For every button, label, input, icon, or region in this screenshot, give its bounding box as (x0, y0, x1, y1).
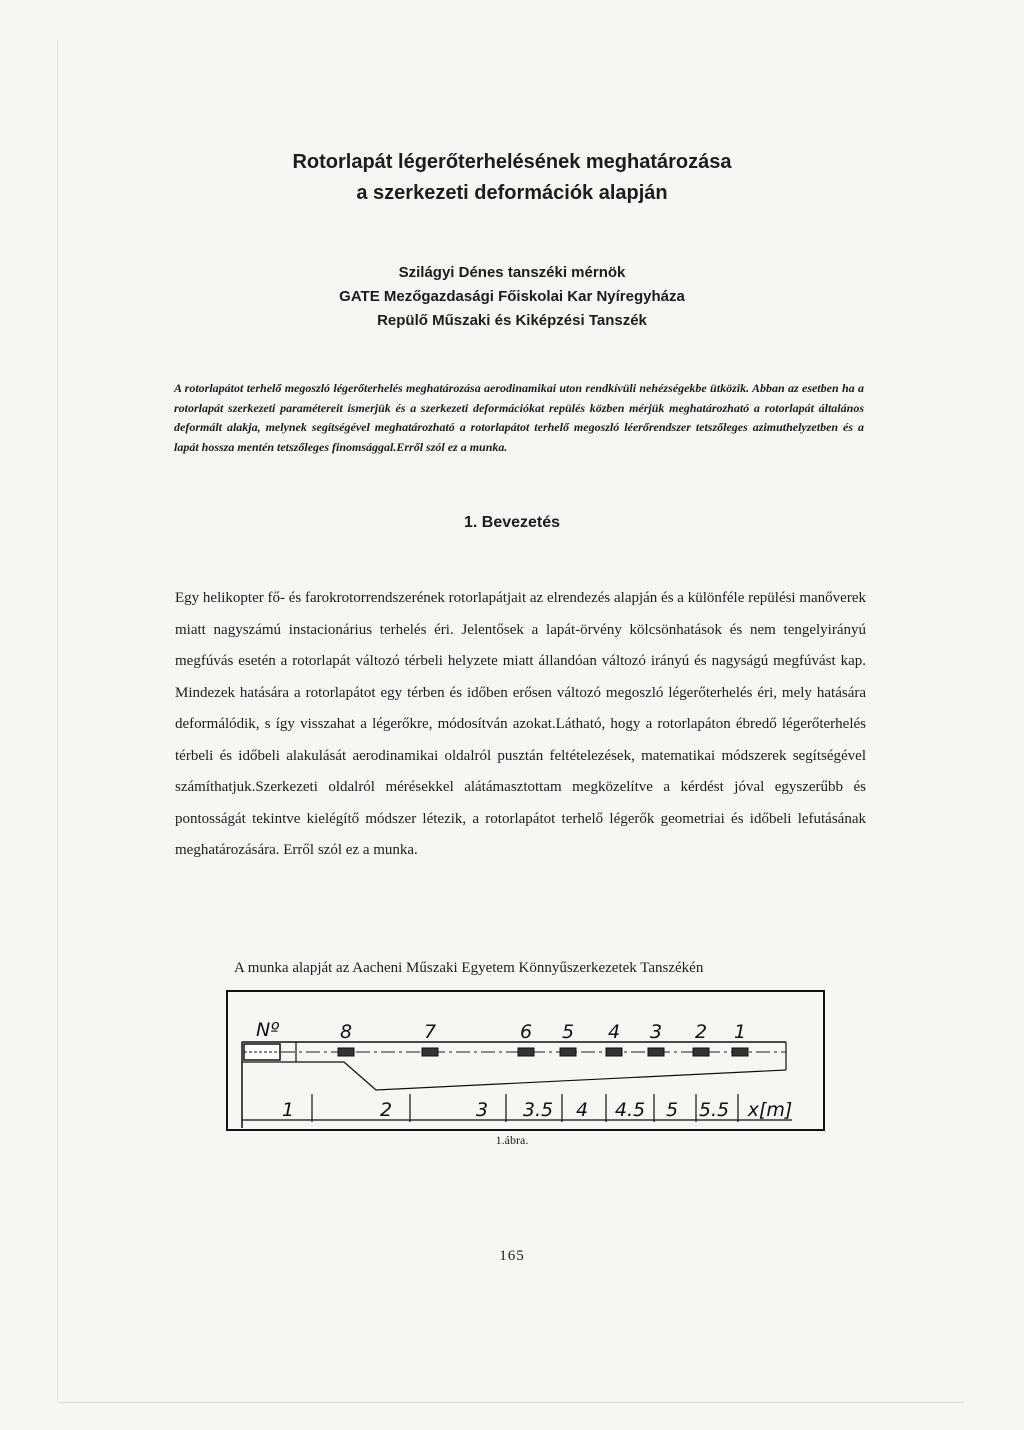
axis-tick-label: 1 (281, 1099, 295, 1121)
blade-trailing-edge (376, 1070, 786, 1090)
scan-edge-bottom (58, 1402, 964, 1403)
affiliation-1: GATE Mezőgazdasági Főiskolai Kar Nyíregyháza (339, 288, 685, 305)
gauge-number: 7 (423, 1021, 437, 1043)
gauge-number: 6 (519, 1021, 533, 1043)
axis-tick-label: 4 (575, 1099, 589, 1121)
strain-gauge (693, 1048, 709, 1056)
axis-tick-label: 3.5 (522, 1099, 554, 1121)
gauge-number: 5 (561, 1021, 575, 1043)
body-paragraph: Egy helikopter fő- és farokrotorrendszerének rotorlapátjait az elrendezés alapján és a különféle repülési manőverek miatt nagyszámú instacionárius terhelés éri. Jelentősek a lapát-örvény kölcsönhatások és nem tengelyirányú megfúvás esetén a rotorlapát változó térbeli helyzete miatt állandóan változó irányú és nagyságú megfúvást kap. Mindezek hatására a rotorlapátot egy térben és időben erősen változó megoszló légerőterhelés éri, mely hatására deformálódik, s így visszahat a légerőkre, módosítván azokat.Látható, hogy a rotorlapáton ébredő légerőterhelés térbeli és időbeli alakulását aerodinamikai oldalról pusztán feltételezések, matematikai módszerek segítségével számíthatjuk.Szerkezeti oldalról mérésekkel alátámasztottam megközelítve a kérdést jóval egyszerűbb és pontosságát tekintve kielégítő módszer létezik, a rotorlapátot terhelő légerők geometriai és időbeli lefutásának meghatározására. Erről szól ez a munka. (175, 590, 866, 858)
strain-gauge (422, 1048, 438, 1056)
axis-tick-label: 3 (475, 1099, 489, 1121)
strain-gauge (648, 1048, 664, 1056)
continuation-paragraph: A munka alapját az Aacheni Műszaki Egyetem Könnyűszerkezetek Tanszékén (234, 960, 704, 976)
axis-tick-label: 5 (665, 1099, 679, 1121)
axis-tick-label: 5.5 (698, 1099, 730, 1121)
title-line-2: a szerkezeti deformációk alapján (356, 182, 668, 204)
affiliation-2: Repülő Műszaki és Kiképzési Tanszék (377, 312, 647, 329)
axis-ticks (282, 1094, 792, 1122)
title-line-1: Rotorlapát légerőterhelésének meghatározása (292, 151, 732, 173)
rotor-blade-diagram (226, 990, 826, 1132)
blade-taper-start (344, 1062, 376, 1090)
axis-tick-label: 2 (379, 1099, 393, 1121)
axis-tick-label: x[m] (747, 1099, 793, 1121)
gauge-number: 3 (649, 1021, 663, 1043)
strain-gauge (518, 1048, 534, 1056)
page-number: 165 (499, 1248, 525, 1264)
figure-number-label: Nº (256, 1019, 280, 1041)
axis-tick-label: 4.5 (614, 1099, 646, 1121)
strain-gauge (560, 1048, 576, 1056)
gauge-number: 2 (694, 1021, 708, 1043)
gauge-number: 1 (733, 1021, 747, 1043)
gauge-number: 8 (339, 1021, 353, 1043)
gauge-number: 4 (607, 1021, 621, 1043)
abstract: A rotorlapátot terhelő megoszló légerőterhelés meghatározása aerodinamikai uton rendkívüli nehézségekbe ütközik. Abban az esetben ha a rotorlapát szerkezeti paramétereit ismerjük és a szerkezeti deformációkat repülés közben mérjük meghatározható a rotorlapát általános deformált alakja, melynek segítségével meghatározható a rotorlapátot terhelő megoszló léerőrendszer tetszőleges azimuthelyzetben és a lapát hossza mentén tetszőleges finomsággal.Erről szól ez a munka. (174, 381, 864, 454)
strain-gauges (338, 1021, 748, 1056)
author: Szilágyi Dénes tanszéki mérnök (398, 264, 626, 281)
figure-caption: 1.ábra. (495, 1133, 529, 1147)
scan-edge-left (57, 40, 58, 1400)
section-heading: 1. Bevezetés (463, 514, 561, 531)
strain-gauge (606, 1048, 622, 1056)
strain-gauge (732, 1048, 748, 1056)
figure-rotor-blade (226, 990, 826, 1132)
strain-gauge (338, 1048, 354, 1056)
